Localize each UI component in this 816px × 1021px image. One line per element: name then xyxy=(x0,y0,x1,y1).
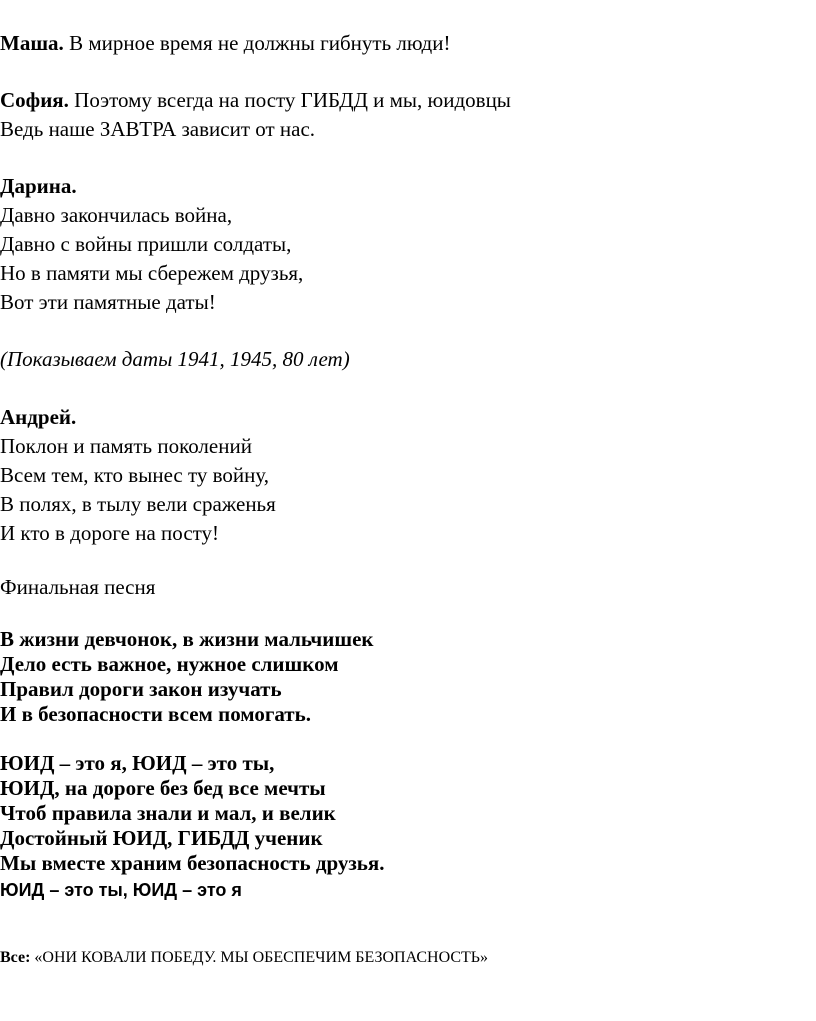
song-verse-line-4: И в безопасности всем помогать. xyxy=(0,702,311,726)
final-song-title: Финальная песня xyxy=(0,575,156,599)
song-chorus-line-2: ЮИД, на дороге без бед все мечты xyxy=(0,776,326,800)
sofia-line-2: Ведь наше ЗАВТРА зависит от нас. xyxy=(0,117,316,141)
song-chorus-line-1: ЮИД – это я, ЮИД – это ты, xyxy=(0,751,275,775)
andrey-line-2: Всем тем, кто вынес ту войну, xyxy=(0,463,270,487)
all-text: «ОНИ КОВАЛИ ПОБЕДУ. МЫ ОБЕСПЕЧИМ БЕЗОПАСНОСТЬ» xyxy=(30,949,488,966)
song-verse-line-1: В жизни девчонок, в жизни мальчишек xyxy=(0,627,374,651)
andrey-speaker: Андрей. xyxy=(0,405,77,429)
darina-line-4: Вот эти памятные даты! xyxy=(0,290,216,314)
sofia-line-1 xyxy=(0,87,511,113)
song-verse-line-2: Дело есть важное, нужное слишком xyxy=(0,652,339,676)
andrey-line-4: И кто в дороге на посту! xyxy=(0,521,220,545)
song-chorus-line-3: Чтоб правила знали и мал, и велик xyxy=(0,801,336,825)
darina-line-3: Но в памяти мы сбережем друзья, xyxy=(0,261,304,285)
masha-line xyxy=(0,30,450,56)
darina-speaker: Дарина. xyxy=(0,174,77,198)
song-verse-line-3: Правил дороги закон изучать xyxy=(0,677,282,701)
andrey-line-3: В полях, в тылу вели сраженья xyxy=(0,492,276,516)
song-chorus-last-line: ЮИД – это ты, ЮИД – это я xyxy=(0,880,242,900)
darina-line-1: Давно закончилась война, xyxy=(0,203,233,227)
andrey-line-1: Поклон и память поколений xyxy=(0,434,252,458)
sofia-text-1: Поэтому всегда на посту ГИБДД и мы, юидовцы xyxy=(68,88,511,112)
masha-text: В мирное время не должны гибнуть люди! xyxy=(63,31,451,55)
all-line xyxy=(0,945,488,971)
all-speaker: Все: xyxy=(0,949,31,966)
song-chorus-line-5: Мы вместе храним безопасность друзья. xyxy=(0,851,385,875)
masha-speaker: Маша. xyxy=(0,31,64,55)
stage-direction: (Показываем даты 1941, 1945, 80 лет) xyxy=(0,347,350,371)
song-chorus-line-4: Достойный ЮИД, ГИБДД ученик xyxy=(0,826,323,850)
darina-line-2: Давно с войны пришли солдаты, xyxy=(0,232,292,256)
sofia-speaker: София. xyxy=(0,88,69,112)
